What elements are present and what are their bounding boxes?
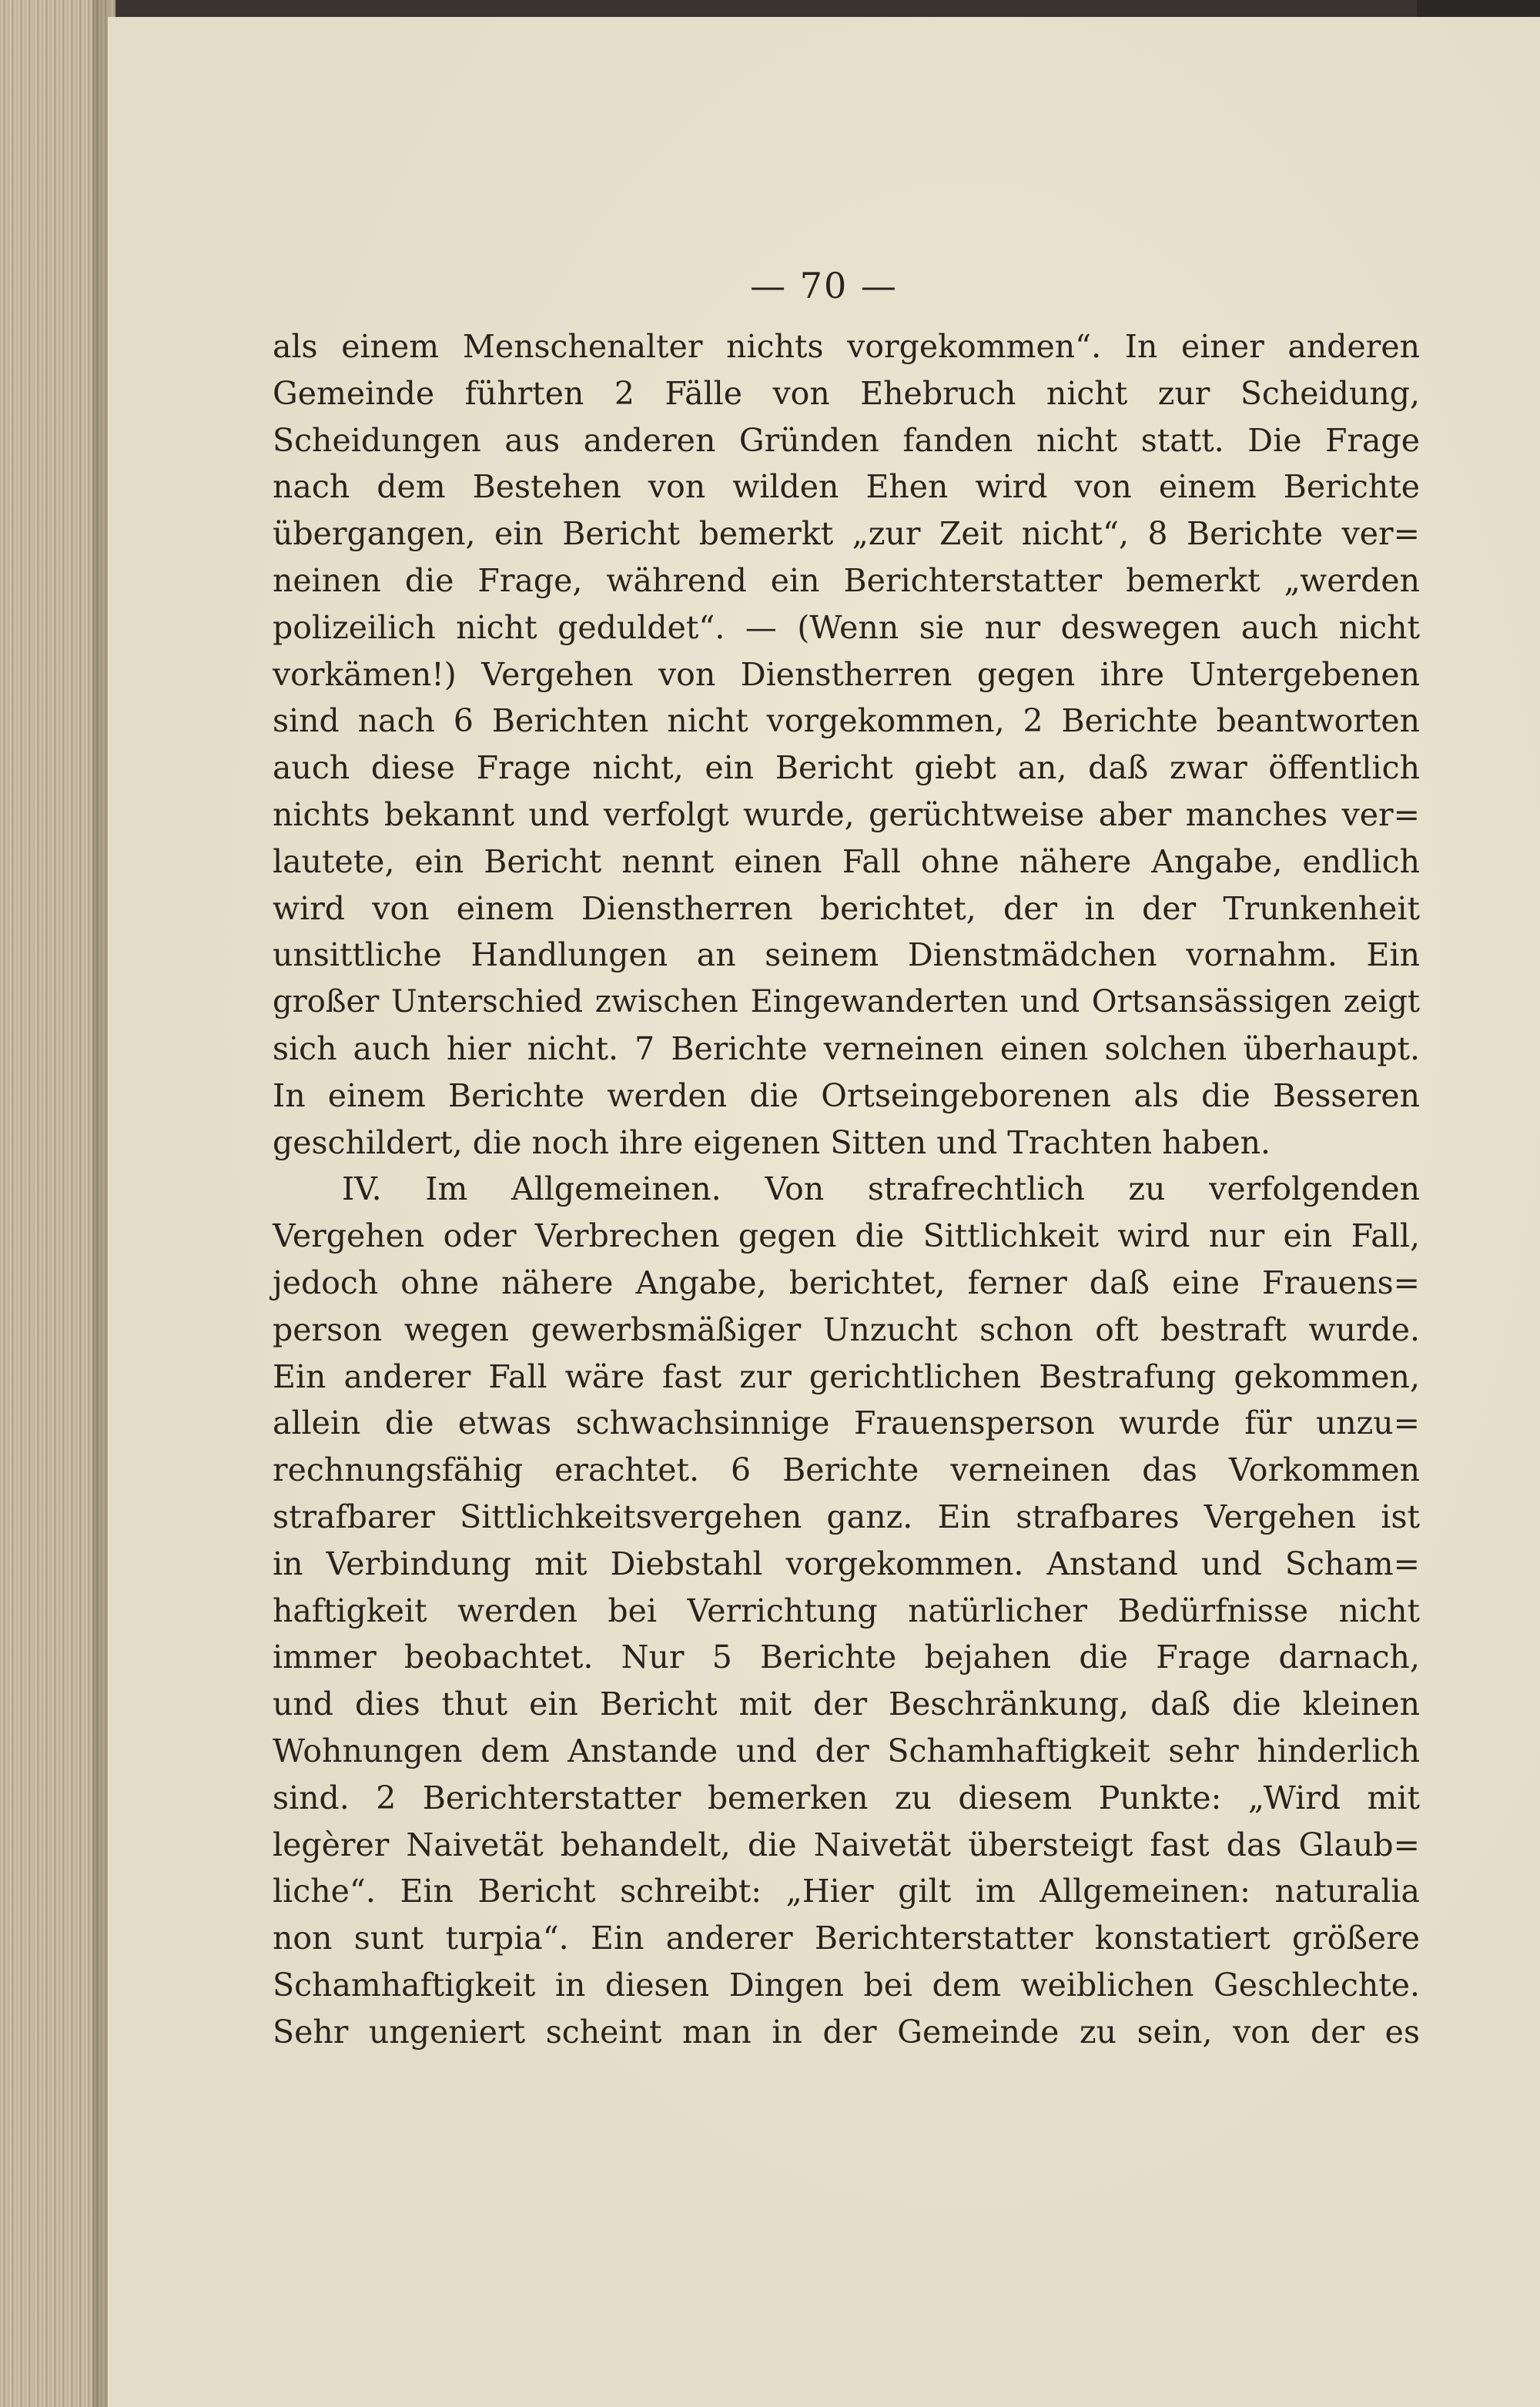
text-line: haftigkeit werden bei Verrichtung natürlicher Bedürfnisse nicht	[273, 1592, 1420, 1629]
text-line: lautete, ein Bericht nennt einen Fall ohne nähere Angabe, endlich	[273, 842, 1420, 880]
text-line: unsittliche Handlungen an seinem Dienstmädchen vornahm. Ein	[273, 936, 1420, 974]
text-line: Schamhaftigkeit in diesen Dingen bei dem weiblichen Geschlechte.	[273, 1966, 1420, 2004]
text-line: sind nach 6 Berichten nicht vorgekommen, 2 Berichte beantworten	[273, 702, 1420, 740]
text-line: und dies thut ein Bericht mit der Beschränkung, daß die kleinen	[273, 1686, 1420, 1723]
text-line: person wegen gewerbsmäßiger Unzucht schon oft bestraft wurde.	[273, 1311, 1420, 1348]
text-line: großer Unterschied zwischen Eingewanderten und Ortsansässigen zeigt	[273, 984, 1420, 1020]
text-line: Wohnungen dem Anstande und der Schamhaftigkeit sehr hinderlich	[273, 1732, 1420, 1769]
text-line: wird von einem Dienstherren berichtet, der in der Trunkenheit	[273, 889, 1420, 927]
text-line: rechnungsfähig erachtet. 6 Berichte verneinen das Vorkommen	[273, 1451, 1420, 1489]
page-number: — 70 —	[750, 265, 898, 306]
text-line: legèrer Naivetät behandelt, die Naivetät übersteigt fast das Glaub=	[273, 1826, 1420, 1863]
text-line: liche“. Ein Bericht schreibt: „Hier gilt im Allgemeinen: naturalia	[273, 1873, 1420, 1910]
text-line: allein die etwas schwachsinnige Frauensperson wurde für unzu=	[273, 1404, 1420, 1442]
text-line: In einem Berichte werden die Ortseingeborenen als die Besseren	[273, 1076, 1420, 1114]
text-line: Ein anderer Fall wäre fast zur gerichtlichen Bestrafung gekommen,	[273, 1357, 1420, 1395]
text-line: neinen die Frage, während ein Berichterstatter bemerkt „werden	[273, 561, 1420, 599]
text-line: Vergehen oder Verbrechen gegen die Sittlichkeit wird nur ein Fall,	[273, 1217, 1420, 1255]
text-line: Sehr ungeniert scheint man in der Gemeinde zu sein, von der es	[273, 2013, 1420, 2050]
text-line: nichts bekannt und verfolgt wurde, gerüchtweise aber manches ver=	[273, 795, 1420, 833]
body-text	[273, 323, 1420, 2055]
text-line: immer beobachtet. Nur 5 Berichte bejahen die Frage darnach,	[273, 1639, 1420, 1676]
text-line: auch diese Frage nicht, ein Bericht giebt an, daß zwar öffentlich	[273, 749, 1420, 787]
section-heading-line: IV. Im Allgemeinen. Von strafrechtlich zu verfolgenden	[342, 1170, 1420, 1208]
text-line: sind. 2 Berichterstatter bemerken zu diesem Punkte: „Wird mit	[273, 1779, 1420, 1816]
text-line: als einem Menschenalter nichts vorgekommen“. In einer anderen	[273, 328, 1420, 365]
text-line: strafbarer Sittlichkeitsvergehen ganz. Ein strafbares Vergehen ist	[273, 1498, 1420, 1535]
text-line: in Verbindung mit Diebstahl vorgekommen. Anstand und Scham=	[273, 1545, 1420, 1582]
text-line: nach dem Bestehen von wilden Ehen wird von einem Berichte	[273, 468, 1420, 506]
text-line: jedoch ohne nähere Angabe, berichtet, ferner daß eine Frauens=	[273, 1264, 1420, 1301]
text-line: sich auch hier nicht. 7 Berichte verneinen einen solchen überhaupt.	[273, 1029, 1420, 1067]
text-line: geschildert, die noch ihre eigenen Sitten und Trachten haben.	[273, 1123, 1271, 1161]
text-line: non sunt turpia“. Ein anderer Berichterstatter konstatiert größere	[273, 1920, 1420, 1957]
text-line: Gemeinde führten 2 Fälle von Ehebruch nicht zur Scheidung,	[273, 374, 1420, 412]
text-line: vorkämen!) Vergehen von Dienstherren gegen ihre Untergebenen	[273, 655, 1420, 693]
text-line: polizeilich nicht geduldet“. — (Wenn sie nur deswegen auch nicht	[273, 608, 1420, 646]
text-line: übergangen, ein Bericht bemerkt „zur Zeit nicht“, 8 Berichte ver=	[273, 515, 1420, 553]
text-line: Scheidungen aus anderen Gründen fanden nicht statt. Die Frage	[273, 421, 1420, 459]
